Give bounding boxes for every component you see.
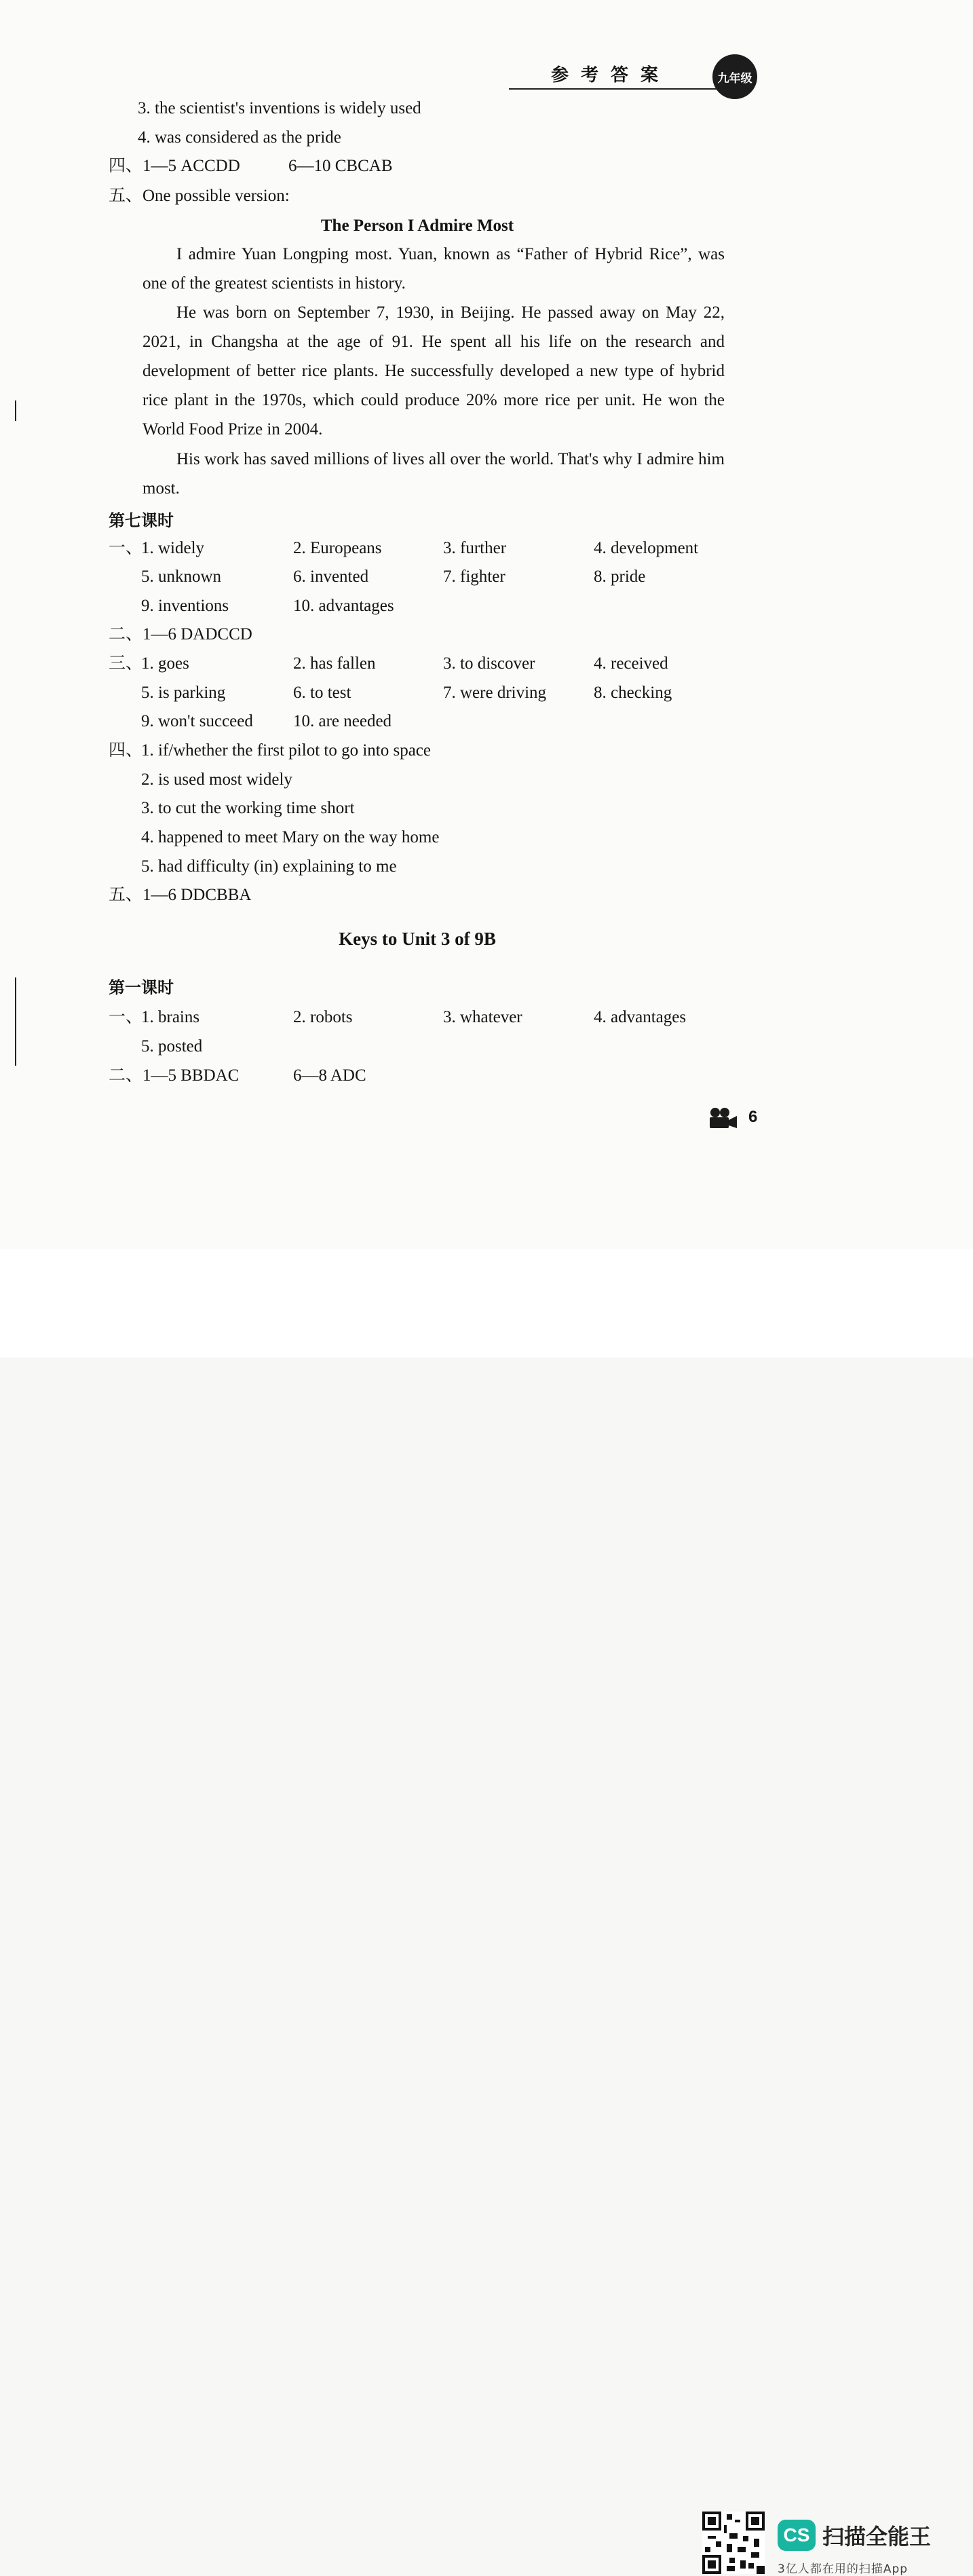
answer-item: 10. are needed <box>293 712 392 730</box>
unit-title: Keys to Unit 3 of 9B <box>339 929 496 949</box>
answer-item: 1. goes <box>141 654 189 673</box>
app-slogan: 3亿人都在用的扫描App <box>778 2562 909 2576</box>
answer-item: 1. brains <box>141 1008 200 1026</box>
answer-item: 9. inventions <box>141 597 229 615</box>
page-number: 6 <box>748 1108 758 1126</box>
answer-item: 2. has fallen <box>293 654 376 673</box>
answer-item: 5. posted <box>141 1037 203 1056</box>
grade-badge: 九年级 <box>712 54 757 99</box>
answer-item: 3. to discover <box>443 654 535 673</box>
section-label: 一、 <box>109 539 143 557</box>
answer-item: 3. whatever <box>443 1008 522 1026</box>
section-label: 三、 <box>109 654 143 673</box>
margin-mark <box>15 400 16 421</box>
section-answer: 五、One possible version: <box>109 187 290 205</box>
answer-line: 2. is used most widely <box>141 770 292 789</box>
scanner-watermark <box>0 1249 973 2576</box>
answer-item: 1. widely <box>141 539 205 557</box>
qr-code-icon <box>702 2512 765 2574</box>
section-answer: 五、1—6 DDCBBA <box>109 886 252 904</box>
section-answer: 二、1—5 BBDAC <box>109 1066 240 1085</box>
answer-line: 3. the scientist's inventions is widely used <box>138 99 421 117</box>
answer-item: 2. robots <box>293 1008 353 1026</box>
answer-item: 6. invented <box>293 567 369 586</box>
answer-item: 9. won't succeed <box>141 712 253 730</box>
answer-item: 5. is parking <box>141 684 226 702</box>
app-name: 扫描全能王 <box>822 2524 932 2550</box>
answer-item: 4. development <box>594 539 699 557</box>
answer-item: 4. received <box>594 654 668 673</box>
essay-title: The Person I Admire Most <box>320 217 514 235</box>
answer-item: 7. were driving <box>443 684 547 702</box>
section-answer: 二、1—6 DADCCD <box>109 625 252 643</box>
answer-item: 5. unknown <box>141 567 222 586</box>
section-label: 一、 <box>109 1008 143 1026</box>
answer-item: 3. further <box>443 539 507 557</box>
answer-line: 4. was considered as the pride <box>138 128 341 147</box>
answer-item: 8. pride <box>594 567 646 586</box>
essay-paragraph: I admire Yuan Longping most. Yuan, known as “Father of Hybrid Rice”, was one of the greatest scientists in history. <box>142 245 725 293</box>
answer-line: 5. had difficulty (in) explaining to me <box>141 857 397 876</box>
answer-item: 10. advantages <box>293 597 394 615</box>
answer-item: 7. fighter <box>443 567 505 586</box>
scanned-page <box>0 0 973 1249</box>
section-answer: 6—8 ADC <box>293 1066 366 1085</box>
margin-mark <box>15 977 16 1066</box>
section-answer: 6—10 CBCAB <box>288 157 393 175</box>
lesson-heading: 第一课时 <box>109 978 174 997</box>
answer-line: 1. if/whether the first pilot to go into space <box>141 741 431 760</box>
answer-item: 6. to test <box>293 684 351 702</box>
answer-line: 4. happened to meet Mary on the way home <box>141 828 440 846</box>
essay-paragraph: He was born on September 7, 1930, in Beijing. He passed away on May 22, 2021, in Changsha at the age of 91. He spent all his life on the research and development of better rice plants. He successfully developed a new type of hybrid rice plant in the 1970s, which could produce 20% more rice per unit. He won the World Food Prize in 2004. <box>142 303 725 438</box>
lesson-heading: 第七课时 <box>109 511 174 530</box>
answer-item: 4. advantages <box>594 1008 687 1026</box>
camera-icon <box>707 1106 738 1130</box>
section-answer: 四、1—5 ACCDD <box>109 157 240 175</box>
app-logo: CS <box>778 2520 816 2551</box>
answer-line: 3. to cut the working time short <box>141 799 355 817</box>
essay-paragraph: His work has saved millions of lives all over the world. That's why I admire him most. <box>142 450 725 498</box>
answer-item: 2. Europeans <box>293 539 382 557</box>
answer-item: 8. checking <box>594 684 672 702</box>
header-title: 参考答案 <box>551 65 671 86</box>
section-label: 四、 <box>109 741 143 760</box>
